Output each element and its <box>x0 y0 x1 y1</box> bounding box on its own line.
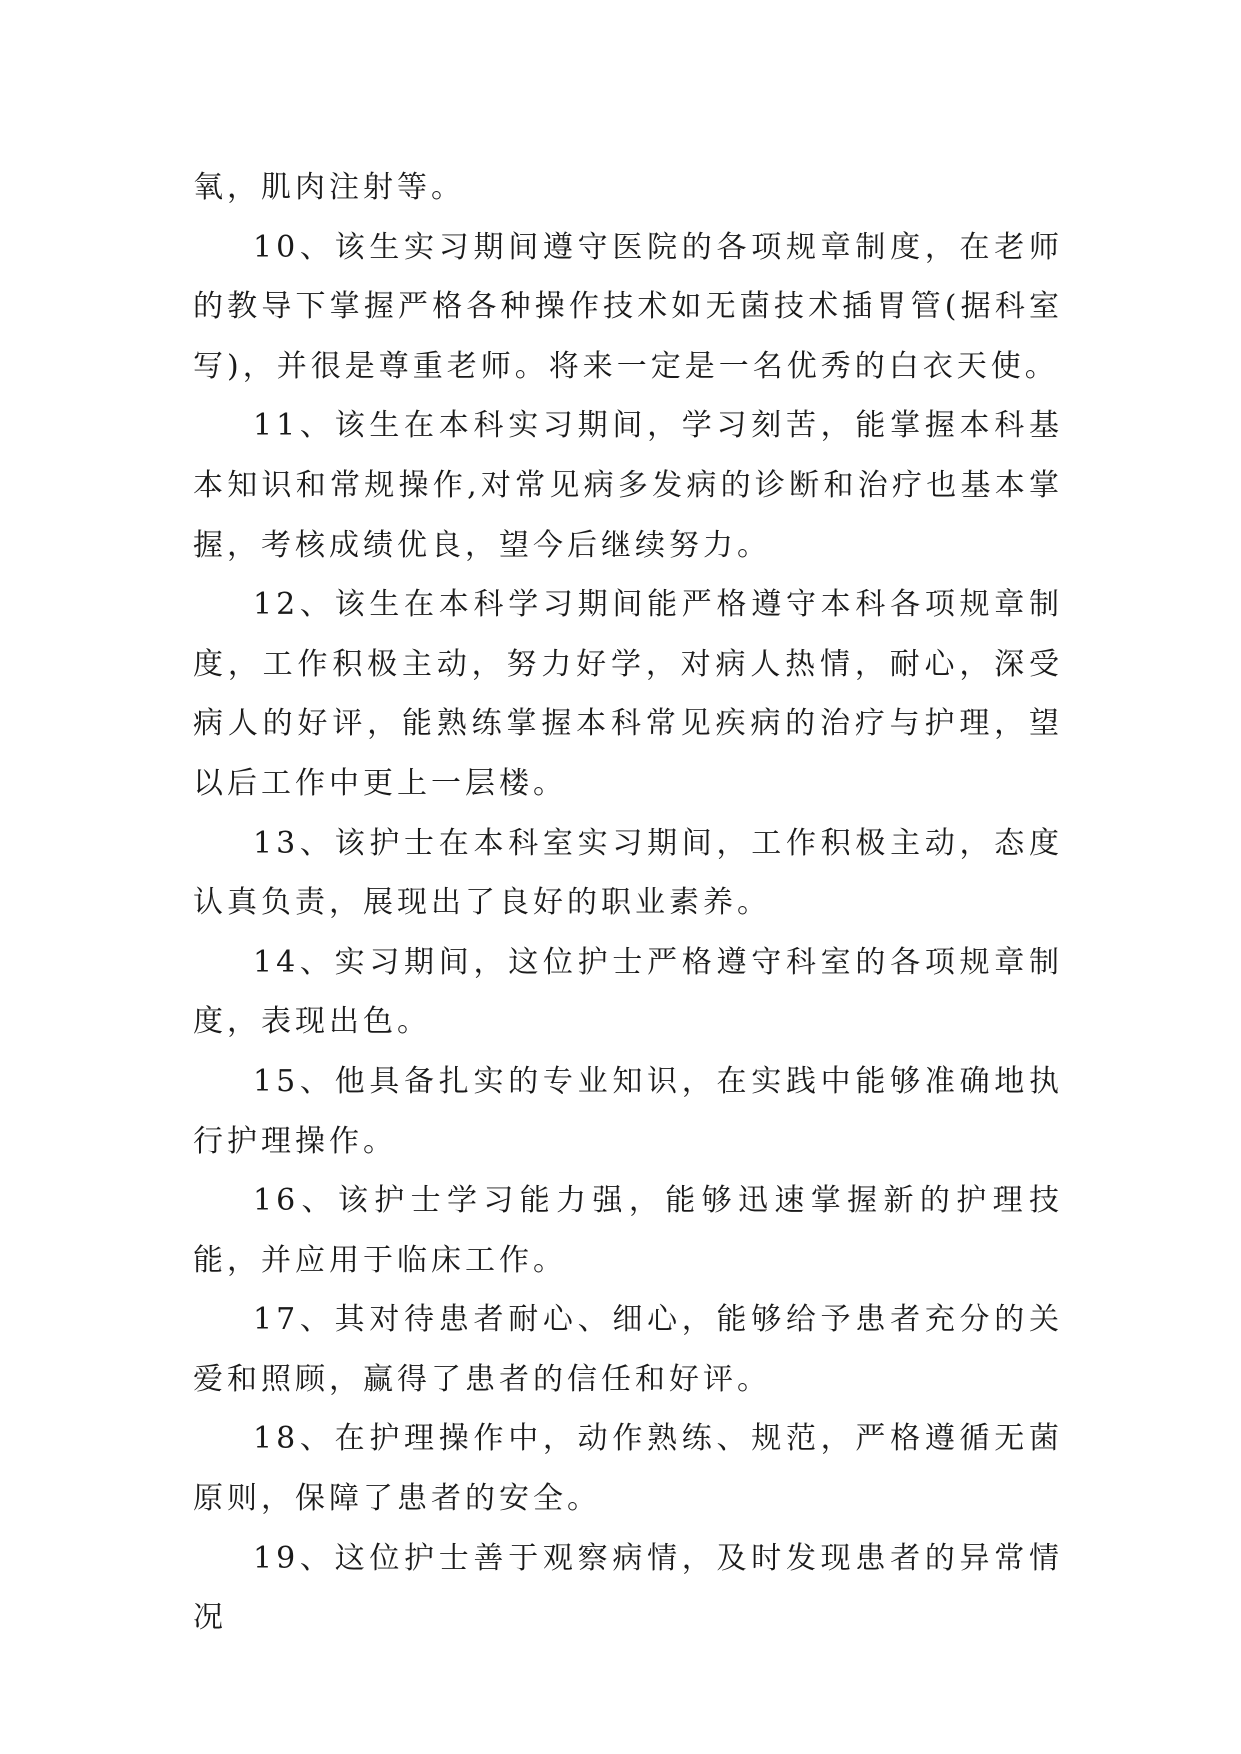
paragraph: 12、该生在本科学习期间能严格遵守本科各项规章制度，工作积极主动，努力好学，对病人热情，耐心，深受病人的好评，能熟练掌握本科常见疾病的治疗与护理，望以后工作中更上一层楼。 <box>193 587 1063 801</box>
document-body <box>193 158 1063 1648</box>
paragraph: 16、该护士学习能力强，能够迅速掌握新的护理技能，并应用于临床工作。 <box>193 1183 1063 1278</box>
paragraph: 17、其对待患者耐心、细心，能够给予患者充分的关爱和照顾，赢得了患者的信任和好评。 <box>193 1302 1063 1397</box>
paragraph: 10、该生实习期间遵守医院的各项规章制度，在老师的教导下掌握严格各种操作技术如无菌技术插胃管(据科室写)，并很是尊重老师。将来一定是一名优秀的白衣天使。 <box>193 229 1063 384</box>
paragraph: 氧，肌肉注射等。 <box>193 170 465 205</box>
paragraph: 19、这位护士善于观察病情，及时发现患者的异常情况 <box>193 1540 1063 1636</box>
paragraph: 14、实习期间，这位护士严格遵守科室的各项规章制度，表现出色。 <box>193 944 1063 1040</box>
paragraph: 13、该护士在本科室实习期间，工作积极主动，态度认真负责，展现出了良好的职业素养。 <box>193 825 1063 921</box>
paragraph: 18、在护理操作中，动作熟练、规范，严格遵循无菌原则，保障了患者的安全。 <box>193 1421 1063 1517</box>
paragraph: 11、该生在本科实习期间，学习刻苦，能掌握本科基本知识和常规操作,对常见病多发病的诊断和治疗也基本掌握，考核成绩优良，望今后继续努力。 <box>193 408 1063 563</box>
paragraph: 15、他具备扎实的专业知识，在实践中能够准确地执行护理操作。 <box>193 1063 1063 1159</box>
